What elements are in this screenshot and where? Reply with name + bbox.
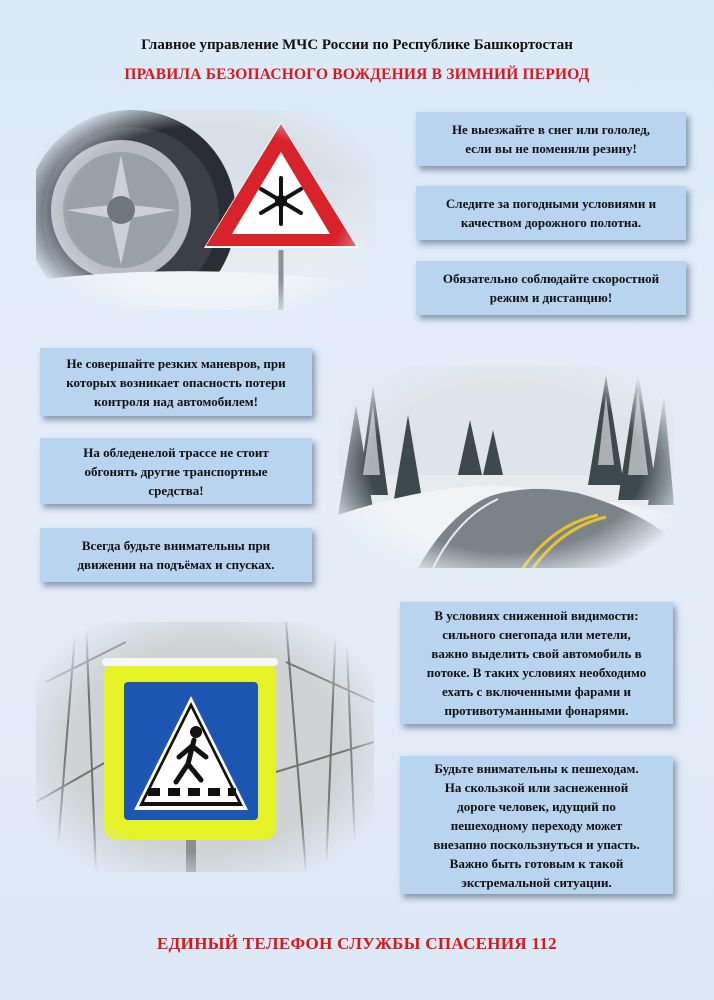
tip-tires: Не выезжайте в снег или гололед, если вы не поменяли резину! <box>416 112 686 166</box>
tire-warning-sign-photo <box>36 110 376 310</box>
tip-maneuvers: Не совершайте резких маневров, при которых возникает опасность потери контроля над автомобилем! <box>40 348 312 416</box>
tip-pedestrians: Будьте внимательны к пешеходам. На скользкой или заснеженной дороге человек, идущий по пешеходному переходу может внезапно поскользнуться и упасть. Важно быть готовым к такой экстремальной ситуации. <box>400 756 673 894</box>
tip-overtaking: На обледенелой трассе не стоит обгонять другие транспортные средства! <box>40 438 312 504</box>
winter-road-photo <box>338 365 674 568</box>
organization-header: Главное управление МЧС России по Республике Башкортостан <box>141 37 573 53</box>
page-title: ПРАВИЛА БЕЗОПАСНОГО ВОЖДЕНИЯ В ЗИМНИЙ ПЕРИОД <box>124 66 590 83</box>
tip-speed: Обязательно соблюдайте скоростной режим и дистанцию! <box>416 261 686 315</box>
tip-weather: Следите за погодными условиями и качеством дорожного полотна. <box>416 186 686 240</box>
tip-visibility: В условиях сниженной видимости: сильного снегопада или метели, важно выделить свой автомобиль в потоке. В таких условиях необходимо ехать с включенными фарами и противотуманными фонарями. <box>400 602 673 724</box>
pedestrian-crossing-sign-photo <box>36 622 374 872</box>
tip-slopes: Всегда будьте внимательны при движении на подъёмах и спусках. <box>40 528 312 582</box>
emergency-hotline: ЕДИНЫЙ ТЕЛЕФОН СЛУЖБЫ СПАСЕНИЯ 112 <box>157 934 557 953</box>
